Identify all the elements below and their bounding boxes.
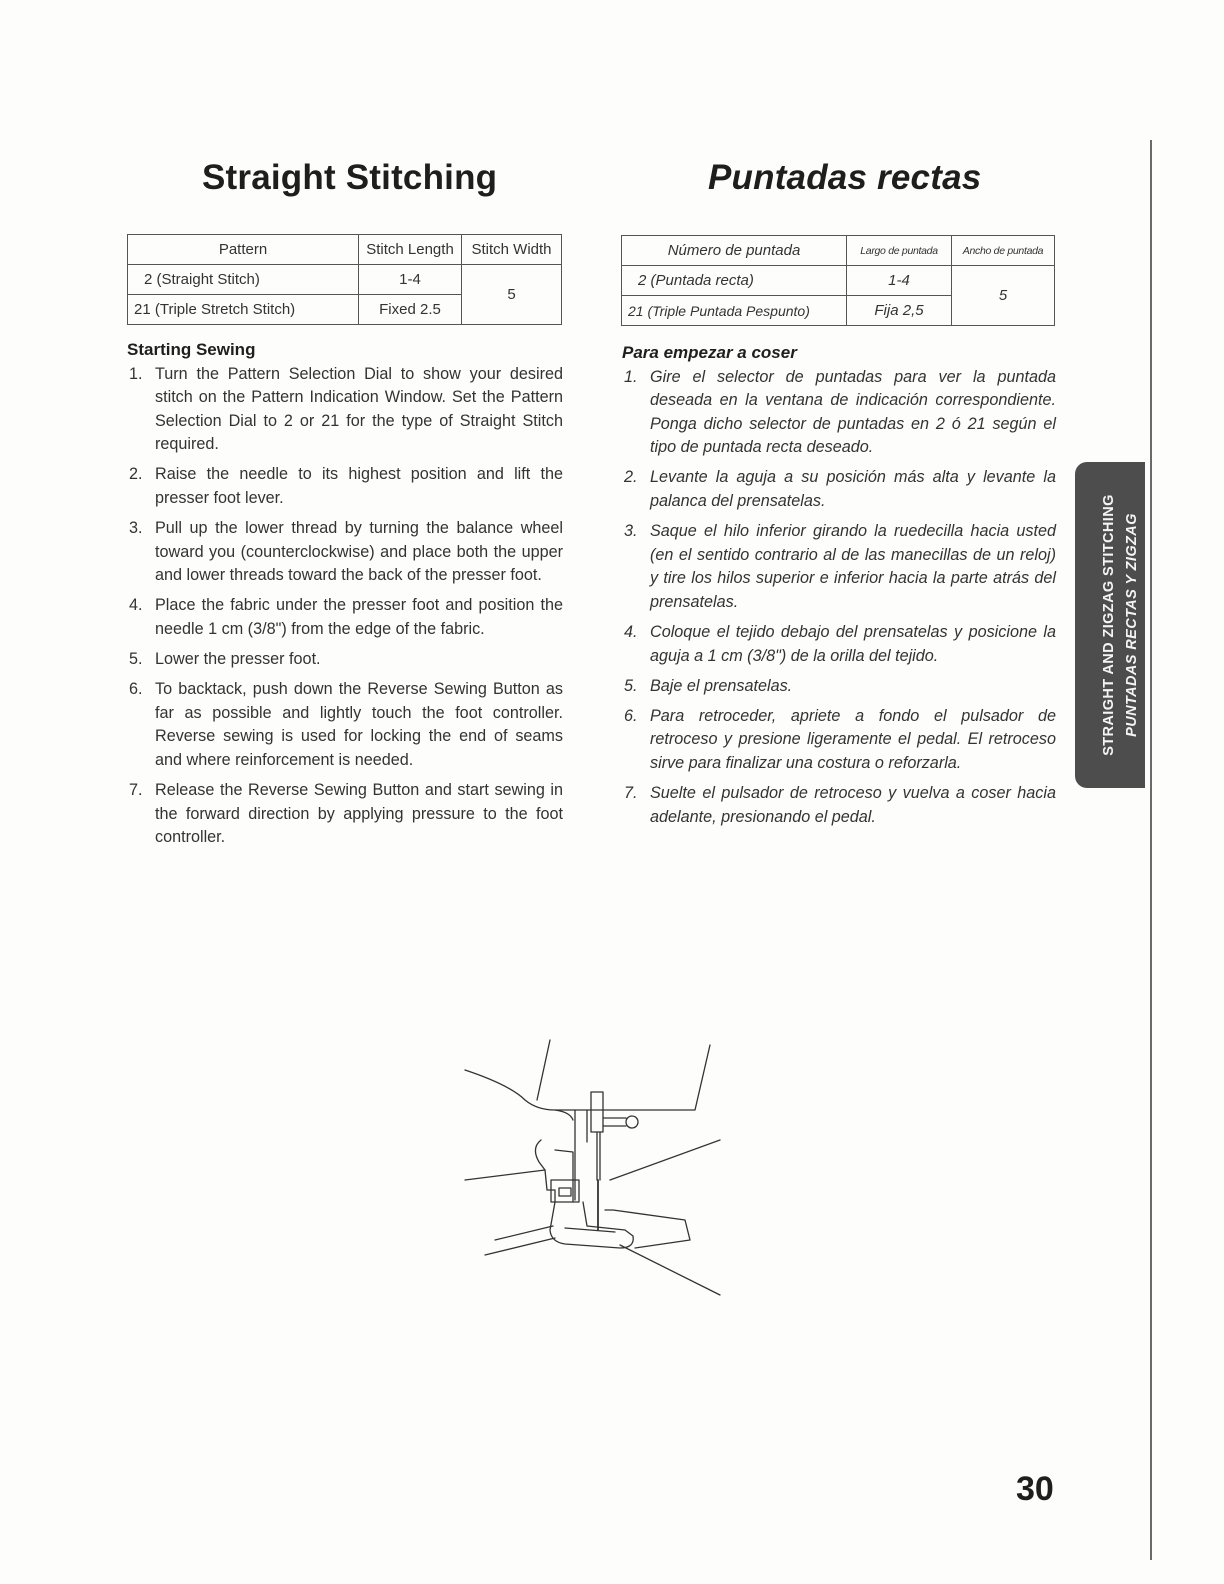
step-text: Baje el prensatelas.: [650, 676, 793, 695]
step-text: Para retroceder, apriete a fondo el pulsador de retroceso y presione ligeramente el pedal. El retroceso sirve para finalizar una costura o reforzarla.: [650, 706, 1056, 772]
page-edge-rule: [1150, 140, 1152, 1560]
list-item: [127, 779, 563, 850]
table-header-cell: Número de puntada: [622, 236, 847, 266]
step-text: Turn the Pattern Selection Dial to show your desired stitch on the Pattern Indication Window. Set the Pattern Selection Dial to 2 or 21 for the type of Straight Stitch required.: [155, 364, 563, 454]
step-number: 1.: [624, 367, 638, 386]
step-text: Coloque el tejido debajo del prensatelas y posicione la aguja a 1 cm (3/8") de la orilla del tejido.: [650, 623, 1056, 665]
list-item: [622, 466, 1056, 513]
step-text: Raise the needle to its highest position and lift the presser foot lever.: [155, 465, 563, 508]
page-title-spanish: Puntadas rectas: [708, 158, 982, 197]
list-item: [127, 648, 563, 672]
stitch-table-spanish: [621, 235, 1055, 326]
instructions-english: [127, 338, 563, 856]
step-number: 4.: [624, 623, 638, 642]
step-number: 7.: [129, 781, 143, 800]
step-number: 6.: [624, 706, 638, 725]
step-number: 1.: [129, 364, 143, 383]
list-item: [622, 520, 1056, 614]
table-cell-length: 1-4: [359, 265, 462, 295]
step-text: Lower the presser foot.: [155, 650, 321, 669]
step-number: 2.: [624, 468, 638, 487]
step-number: 3.: [624, 522, 638, 541]
instructions-spanish: [622, 341, 1056, 836]
table-cell-width: 5: [952, 266, 1055, 326]
table-cell-length: Fija 2,5: [847, 296, 952, 326]
presser-foot-illustration: [455, 1030, 725, 1300]
list-item: [622, 366, 1056, 460]
list-item: [622, 782, 1056, 829]
list-item: [127, 363, 563, 457]
table-cell-pattern: 2 (Puntada recta): [622, 266, 847, 296]
step-number: 7.: [624, 784, 638, 803]
chapter-tab-label-english: STRAIGHT AND ZIGZAG STITCHING: [1101, 494, 1117, 756]
section-heading: Starting Sewing: [127, 340, 256, 359]
step-text: Saque el hilo inferior girando la ruedecilla hacia usted (en el sentido contrario al de las manecillas de un reloj) y tire los hilos superior e inferior hacia la parte atrás del prensatelas.: [650, 522, 1056, 611]
table-header-row: [128, 235, 562, 265]
step-number: 5.: [624, 676, 638, 695]
section-heading: Para empezar a coser: [622, 343, 797, 362]
table-cell-length: 1-4: [847, 266, 952, 296]
step-number: 6.: [129, 680, 143, 699]
table-header-cell: Stitch Width: [462, 235, 562, 265]
stitch-table-english: [127, 234, 562, 325]
table-cell-length: Fixed 2.5: [359, 295, 462, 325]
page-title-english: Straight Stitching: [202, 158, 498, 197]
table-header-cell: Ancho de puntada: [952, 236, 1055, 266]
step-text: Place the fabric under the presser foot and position the needle 1 cm (3/8") from the edge of the fabric.: [155, 596, 563, 639]
list-item: [127, 517, 563, 588]
step-text: Gire el selector de puntadas para ver la puntada deseada en la ventana de indicación correspondiente. Ponga dicho selector de puntadas en 2 ó 21 según el tipo de puntada recta deseado.: [650, 367, 1056, 457]
table-header-cell: Stitch Length: [359, 235, 462, 265]
table-cell-width: 5: [462, 265, 562, 325]
page-number: 30: [1016, 1470, 1054, 1508]
list-item: [622, 621, 1056, 668]
table-header-cell: Pattern: [128, 235, 359, 265]
chapter-tab-label-spanish: PUNTADAS RECTAS Y ZIGZAG: [1124, 513, 1140, 737]
list-item: [127, 678, 563, 772]
steps-list: [622, 366, 1056, 830]
table-cell-pattern: 2 (Straight Stitch): [128, 265, 359, 295]
list-item: [622, 675, 1056, 699]
list-item: [622, 705, 1056, 776]
step-number: 5.: [129, 650, 143, 669]
step-text: To backtack, push down the Reverse Sewing Button as far as possible and lightly touch the foot controller. Reverse sewing is used for locking the end of seams and where reinforcement is needed.: [155, 680, 563, 769]
step-text: Levante la aguja a su posición más alta y levante la palanca del prensatelas.: [650, 468, 1056, 511]
step-number: 4.: [129, 596, 143, 615]
step-text: Release the Reverse Sewing Button and start sewing in the forward direction by applying pressure to the foot controller.: [155, 781, 563, 847]
table-row: [128, 265, 562, 295]
step-text: Pull up the lower thread by turning the balance wheel toward you (counterclockwise) and place both the upper and lower threads toward the back of the presser foot.: [155, 519, 563, 585]
table-cell-pattern: 21 (Triple Stretch Stitch): [128, 295, 359, 325]
steps-list: [127, 363, 563, 850]
list-item: [127, 463, 563, 510]
step-text: Suelte el pulsador de retroceso y vuelva a coser hacia adelante, presionando el pedal.: [650, 784, 1056, 826]
table-cell-pattern: 21 (Triple Puntada Pespunto): [622, 296, 847, 326]
table-row: [622, 266, 1055, 296]
chapter-side-tab: [1075, 462, 1145, 788]
step-number: 3.: [129, 519, 143, 538]
table-header-cell: Largo de puntada: [847, 236, 952, 266]
table-header-row: [622, 236, 1055, 266]
step-number: 2.: [129, 465, 143, 484]
list-item: [127, 594, 563, 641]
